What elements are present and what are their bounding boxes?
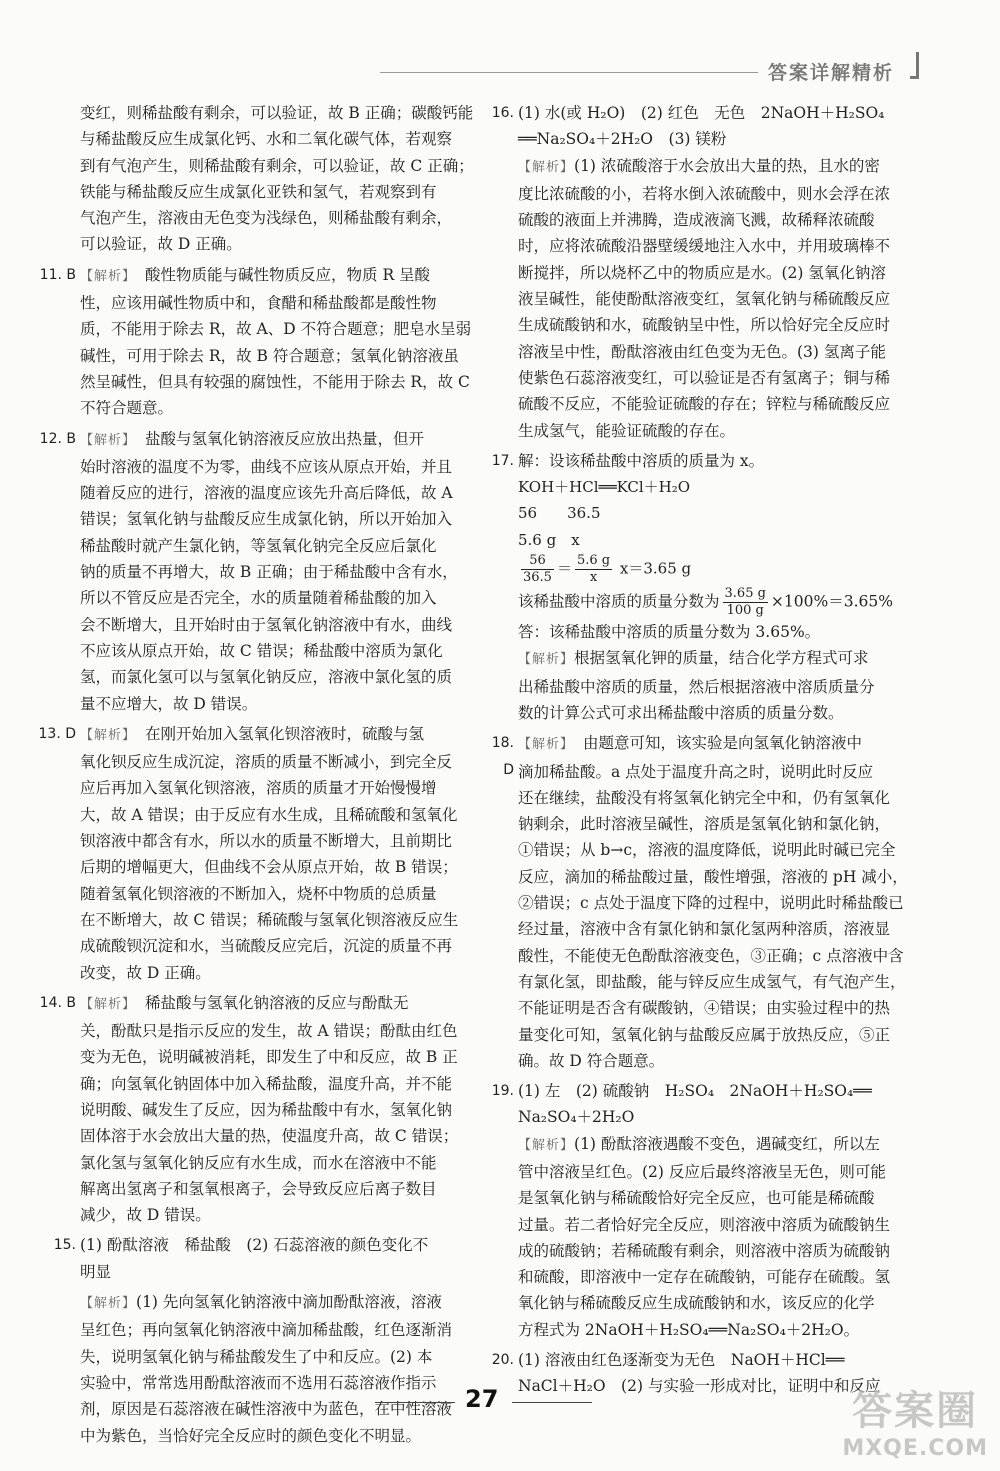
question-number: 20. xyxy=(491,1352,514,1369)
text-line: 到有气泡产生，则稀盐酸有剩余，可以验证，故 C 正确； xyxy=(80,156,474,175)
text-line: 变红，则稀盐酸有剩余，可以验证，故 B 正确；碳酸钙能 xyxy=(80,104,474,122)
watermark-text: 答案圈 xyxy=(852,1388,979,1434)
text-line: 中为紫色，当恰好完全反应时的颜色变化不明显。 xyxy=(80,1426,422,1445)
footer-rule-right xyxy=(512,1402,592,1403)
analysis-line: ①错误；从 b→c，溶液的温度降低，说明此时碱已完全 xyxy=(518,841,896,860)
text-line: 随着氢氧化钡溶液的不断加入，烧杯中物质的总质量 xyxy=(80,884,437,903)
text-line: 酸性物质能与碱性物质反应，物质 R 呈酸 xyxy=(129,265,431,284)
question-17 xyxy=(491,448,923,726)
analysis-line: 出稀盐酸中溶质的质量，然后根据溶液中溶质质量分 xyxy=(518,677,875,696)
analysis-line: 氧化钠与稀硫酸反应生成硫酸钠和水，该反应的化学 xyxy=(518,1294,875,1313)
answer-line: (1) 溶液由红色逐渐变为无色 NaOH＋HCl══ xyxy=(518,1351,845,1370)
header-rule xyxy=(380,72,758,73)
analysis-line: 时，应将浓硫酸沿器壁缓缓地注入水中，并用玻璃棒不 xyxy=(518,237,891,256)
text-line: (1) 先向氢氧化钠溶液中滴加酚酞溶液，溶液 xyxy=(136,1293,442,1312)
text-line: 稀盐酸时就产生氯化钠，等氢氧化钠完全反应后氯化 xyxy=(80,536,437,555)
text-line: 与稀盐酸反应生成氯化钙、水和二氧化碳气体，若观察 xyxy=(80,130,453,149)
footer-rule-left xyxy=(375,1402,455,1403)
question-number: 16. xyxy=(491,105,514,121)
analysis-line: 有氯化氢，即盐酸，能与锌反应生成氢气，有气泡产生， xyxy=(518,972,906,991)
analysis-tag: 【解析】 xyxy=(518,159,575,175)
fraction: $\frac{56}{36.5}$ xyxy=(523,553,552,586)
fraction: $\frac{3.65 g}{100 g}$ xyxy=(724,586,766,619)
text-line: 不应该从原点开始，故 C 错误；稀盐酸中溶质为氯化 xyxy=(80,641,443,660)
analysis-line: 和硫酸，即溶液中一定存在硫酸钠，可能存在硫酸。氢 xyxy=(518,1268,891,1287)
text-line: 解离出氢离子和氢氧根离子，会导致反应后离子数目 xyxy=(80,1179,437,1198)
text-line: 可以验证，故 D 正确。 xyxy=(80,235,242,254)
text-line: 在不断增大，故 C 错误；稀硫酸与氢氧化钡溶液反应生 xyxy=(80,910,459,929)
question-number: 19. xyxy=(491,1083,514,1100)
text-line: 明显 xyxy=(80,1262,112,1281)
text-line: 关，酚酞只是指示反应的发生，故 A 错误；酚酞由红色 xyxy=(80,1022,458,1041)
header-title: 答案详解精析 xyxy=(768,62,895,84)
text-line: 盐酸与氢氧化钠溶液反应放出热量，但开 xyxy=(129,429,425,448)
analysis-tag: 【解析】 xyxy=(80,268,130,284)
analysis-line: 液呈碱性，能使酚酞溶液变红，氢氧化钠与稀硫酸反应 xyxy=(518,290,891,309)
text-line: 氢，而氯化氢可以与氢氧化钠反应，溶液中氯化氢的质 xyxy=(80,668,453,687)
left-item xyxy=(53,1232,490,1285)
text-line: 减少，故 D 错误。 xyxy=(80,1206,211,1225)
molar-mass-row: 56 36.5 xyxy=(518,504,601,523)
text-line: 会不断增大，且开始时由于氢氧化钠溶液中有水，曲线 xyxy=(80,615,453,634)
analysis-line: (1) 浓硫酸溶于水会放出大量的热，且水的密 xyxy=(574,156,880,175)
text-line: 后期的增幅更大，但曲线不会从原点开始，故 B 错误； xyxy=(80,858,458,877)
answer-line: NaCl＋H₂O (2) 与实验一形成对比，证明中和反应 xyxy=(518,1377,881,1396)
question-18 xyxy=(491,730,923,1074)
text-line: 铁能与稀盐酸反应生成氯化亚铁和氢气，若观察到有 xyxy=(80,182,437,201)
left-item xyxy=(80,1289,490,1449)
analysis-tag: 【解析】 xyxy=(80,432,130,448)
chemical-equation: KOH＋HCl══KCl＋H₂O xyxy=(518,478,691,497)
left-item xyxy=(38,721,490,986)
left-item xyxy=(80,100,490,258)
given-mass-row: 5.6 g x xyxy=(518,530,580,549)
text-line: 氯化氢与氢氧化钠反应有水生成，而水在溶液中不能 xyxy=(80,1153,437,1172)
analysis-line: (1) 酚酞溶液遇酸不变色，遇碱变红，所以左 xyxy=(574,1134,880,1153)
text-line: 钠的质量不再增大，故 B 正确；由于稀盐酸中含有水， xyxy=(80,563,458,582)
analysis-line: 量变化可知，氢氧化钠与盐酸反应属于放热反应，⑤正 xyxy=(518,1025,891,1044)
analysis-line: 方程式为 2NaOH＋H₂SO₄══Na₂SO₄＋2H₂O。 xyxy=(518,1320,860,1339)
analysis-line: 度比浓硫酸的小，若将水倒入浓硫酸中，则水会浮在浓 xyxy=(518,184,891,203)
text-line: 所以不管反应是否完全，水的质量随着稀盐酸的加入 xyxy=(80,589,437,608)
analysis-line: 是氢氧化钠与稀硫酸恰好完全反应，也可能是稀硫酸 xyxy=(518,1189,875,1208)
header-bracket-decoration xyxy=(910,52,919,79)
proportion-row: $\frac{56}{36.5}$ ＝ $\frac{5.6 g}{x}$ x＝3.65 g xyxy=(523,553,692,586)
fraction: $\frac{5.6 g}{x}$ xyxy=(576,553,611,586)
text-line: 质，不能用于除去 R，故 A、D 不符合题意；肥皂水呈弱 xyxy=(80,320,472,339)
text-line: 量不应增大，故 D 错误。 xyxy=(80,694,258,713)
question-number: 11. B xyxy=(39,266,76,283)
text-line: 气泡产生，溶液由无色变为浅绿色，则稀盐酸有剩余， xyxy=(80,209,453,228)
question-number: 18. D xyxy=(491,735,514,778)
text-line: 然呈碱性，但具有较强的腐蚀性，不能用于除去 R，故 C xyxy=(80,372,470,391)
text-line: 钡溶液中都含有水，所以水的质量不断增大，且前期比 xyxy=(80,832,453,851)
right-column xyxy=(491,100,923,1404)
answer-line: (1) 左 (2) 硫酸钠 H₂SO₄ 2NaOH＋H₂SO₄══ xyxy=(518,1082,872,1101)
text-line: 错误；氢氧化钠与盐酸反应生成氯化钠，所以开始加入 xyxy=(80,510,453,529)
watermark-url: MXQE.COM xyxy=(842,1436,988,1461)
analysis-line: 生成硫酸钠和水，硫酸钠呈中性，所以恰好完全反应时 xyxy=(518,316,891,335)
text-line: 碱性，可用于除去 R，故 B 符合题意；氢氧化钠溶液虽 xyxy=(80,346,459,365)
percentage-row: 该稀盐酸中溶质的质量分数为 $\frac{3.65 g}{100 g}$ ×100%＝3.65% xyxy=(518,586,893,619)
text-line: 剂，原因是石蕊溶液在碱性溶液中为蓝色，在中性溶液 xyxy=(80,1400,453,1419)
text-line: 始时溶液的温度不为零，曲线不应该从原点开始，并且 xyxy=(80,457,453,476)
left-item xyxy=(39,426,490,717)
text-line: 失，说明氢氧化钠与稀盐酸发生了中和反应。(2) 本 xyxy=(80,1347,433,1366)
text-line: 成硫酸钡沉淀和水，当硫酸反应完后，沉淀的质量不再 xyxy=(80,937,453,956)
page-header xyxy=(380,58,940,94)
analysis-line: 经过量，溶液中含有氯化钠和氯化氢两种溶质，溶液显 xyxy=(518,920,891,939)
page-number: 27 xyxy=(465,1385,499,1413)
analysis-line: 硫酸不反应，不能验证硫酸的存在；锌粒与稀硫酸反应 xyxy=(518,395,891,414)
analysis-tag: 【解析】 xyxy=(80,1296,137,1312)
question-number: 14. B xyxy=(39,994,76,1011)
left-item xyxy=(39,262,490,422)
analysis-line: 数的计算公式可求出稀盐酸中溶质的质量分数。 xyxy=(518,703,844,722)
analysis-line: ②错误；c 点处于温度下降的过程中，说明此时稀盐酸已 xyxy=(518,894,904,913)
final-answer: 答：该稀盐酸中溶质的质量分数为 3.65%。 xyxy=(518,623,821,642)
analysis-line: 过量。若二者恰好完全反应，则溶液中溶质为硫酸钠生 xyxy=(518,1215,891,1234)
analysis-line: 酸性，不能使无色酚酞溶液变色，③正确；c 点溶液中含 xyxy=(518,946,904,965)
text-line: 性，应该用碱性物质中和，食醋和稀盐酸都是酸性物 xyxy=(80,294,437,313)
text-line: 确；向氢氧化钠固体中加入稀盐酸，温度升高，并不能 xyxy=(80,1074,453,1093)
text-line: 氧化钡反应生成沉淀，溶质的质量不断减小，到完全反 xyxy=(80,753,453,772)
analysis-line: 由题意可知，该实验是向氢氧化钠溶液中 xyxy=(567,734,863,753)
analysis-line: 溶液呈中性，酚酞溶液由红色变为无色。(3) 氢离子能 xyxy=(518,342,886,361)
watermark-logo xyxy=(842,1379,988,1461)
left-column xyxy=(38,100,490,1453)
question-number: 12. B xyxy=(39,430,76,447)
question-number: 13. D xyxy=(38,725,76,742)
analysis-line: 还在继续，盐酸没有将氢氧化钠完全中和，仍有氢氧化 xyxy=(518,788,891,807)
text-line: 随着反应的进行，溶液的温度应该先升高后降低，故 A xyxy=(80,484,453,503)
text-line: 在刚开始加入氢氧化钡溶液时，硫酸与氢 xyxy=(129,724,425,743)
text-line: 固体溶于水会放出大量的热，使温度升高，故 C 错误； xyxy=(80,1127,459,1146)
analysis-tag: 【解析】 xyxy=(518,737,568,753)
analysis-tag: 【解析】 xyxy=(80,727,130,743)
text-line: 实验中，常常选用酚酞溶液而不选用石蕊溶液作指示 xyxy=(80,1373,437,1392)
analysis-tag: 【解析】 xyxy=(518,652,575,668)
analysis-line: 硫酸的液面上并沸腾，造成液滴飞溅，故稀释浓硫酸 xyxy=(518,211,875,230)
text-line: 改变，故 D 正确。 xyxy=(80,963,211,982)
analysis-line: 根据氢氧化钾的质量，结合化学方程式可求 xyxy=(574,649,869,668)
answer-line: Na₂SO₄＋2H₂O xyxy=(518,1108,635,1127)
answer-line: ══Na₂SO₄＋2H₂O (3) 镁粉 xyxy=(518,130,727,149)
solution-intro: 解：设该稀盐酸中溶质的质量为 x。 xyxy=(518,451,765,470)
analysis-line: 不能证明是否含有碳酸钠，④错误；由实验过程中的热 xyxy=(518,999,891,1018)
analysis-line: 使紫色石蕊溶液变红，可以验证是否有氢离子；铜与稀 xyxy=(518,368,891,387)
text-line: 不符合题意。 xyxy=(80,399,174,418)
analysis-line: 断搅拌，所以烧杯乙中的物质应是水。(2) 氢氧化钠溶 xyxy=(518,263,886,282)
question-16 xyxy=(491,100,923,444)
text-line: 说明酸、碱发生了反应，因为稀盐酸中有水，氢氧化钠 xyxy=(80,1100,453,1119)
analysis-line: 确。故 D 符合题意。 xyxy=(518,1051,665,1070)
text-line: 稀盐酸与氢氧化钠溶液的反应与酚酞无 xyxy=(129,993,409,1012)
analysis-line: 成的硫酸钠；若稀硫酸有剩余，则溶液中溶质为硫酸钠 xyxy=(518,1241,891,1260)
analysis-tag: 【解析】 xyxy=(80,996,130,1012)
text-line: 呈红色；再向氢氧化钠溶液中滴加稀盐酸，红色逐渐消 xyxy=(80,1321,453,1340)
analysis-line: 滴加稀盐酸。a 点处于温度升高之时，说明此时反应 xyxy=(518,762,874,781)
analysis-line: 生成氢气，能验证硫酸的存在。 xyxy=(518,421,736,440)
question-number: 15. xyxy=(53,1237,76,1254)
analysis-line: 反应，滴加的稀盐酸过量，酸性增强，溶液的 pH 减小， xyxy=(518,867,908,886)
text-line: (1) 酚酞溶液 稀盐酸 (2) 石蕊溶液的颜色变化不 xyxy=(80,1236,429,1255)
analysis-line: 钠剩余，此时溶液呈碱性，溶质是氢氧化钠和氯化钠， xyxy=(518,815,891,834)
question-19 xyxy=(491,1078,923,1343)
proportion-result: x＝3.65 g xyxy=(619,559,692,578)
analysis-line: 管中溶液呈红色。(2) 反应后最终溶液呈无色，则可能 xyxy=(518,1162,886,1181)
text-line: 大，故 A 错误；由于反应有水生成，且稀硫酸和氢氧化 xyxy=(80,805,458,824)
analysis-tag: 【解析】 xyxy=(518,1137,575,1153)
text-line: 变为无色，说明碱被消耗，即发生了中和反应，故 B 正 xyxy=(80,1048,458,1067)
left-item xyxy=(39,990,490,1229)
question-number: 17. xyxy=(491,452,514,469)
answer-line: (1) 水(或 H₂O) (2) 红色 无色 2NaOH＋H₂SO₄ xyxy=(518,104,885,122)
text-line: 应后再加入氢氧化钡溶液，溶质的质量才开始慢慢增 xyxy=(80,779,437,798)
